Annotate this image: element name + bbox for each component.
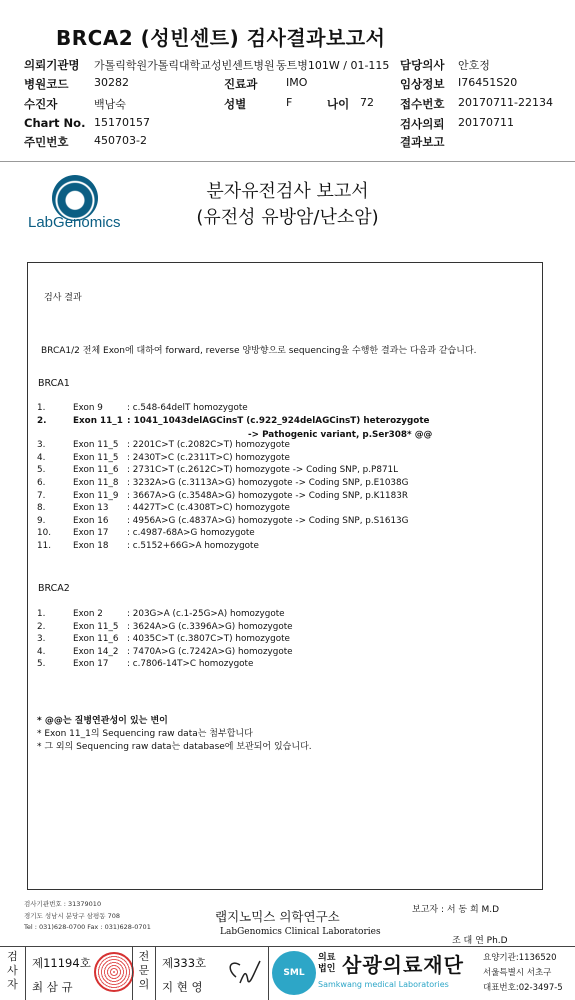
- variant-number: 2.: [37, 621, 46, 632]
- variant-number: 1.: [37, 609, 46, 619]
- variant-exon: Exon 18: [73, 541, 109, 551]
- variant-exon: Exon 11_5: [73, 440, 119, 451]
- lab-phone: Tel : 031)628-0700 Fax : 031)628-0701: [24, 923, 151, 931]
- sml-address: 서울특별시 서초구: [483, 968, 552, 978]
- official-seal-icon: [94, 952, 134, 992]
- variant-exon: Exon 11_6: [73, 634, 119, 645]
- sml-phone: 대표번호:02-3497-5: [483, 983, 563, 993]
- lab-name-kr: 랩지노믹스 의학연구소: [215, 909, 340, 924]
- scanned-report: [0, 165, 575, 945]
- tester-name: 최 삼 규: [32, 980, 73, 994]
- specialist-license: 제333호: [162, 956, 207, 970]
- variant-result: : 2201C>T (c.2082C>T) homozygote: [127, 440, 290, 451]
- variant-exon: Exon 11_5: [73, 621, 119, 632]
- result-frame: [27, 262, 543, 890]
- bar-divider: [268, 947, 269, 1000]
- sml-name-en: Samkwang medical Laboratories: [318, 980, 449, 989]
- variant-result: : c.4987-68A>G homozygote: [127, 528, 255, 539]
- gene-brca1-label: BRCA1: [38, 378, 70, 389]
- lab-address: 경기도 성남시 분당구 삼평동 708: [24, 912, 121, 920]
- variant-number: 2.: [37, 415, 47, 426]
- signature-icon: [222, 955, 266, 991]
- sml-corp-tag: 의료 법인: [318, 953, 336, 974]
- sml-logo-icon: SML: [272, 951, 316, 995]
- variant-number: 9.: [37, 515, 46, 526]
- variant-result: : 7470A>G (c.7242A>G) homozygote: [127, 646, 293, 657]
- variant-number: 7.: [37, 490, 46, 501]
- variant-number: 3.: [37, 634, 46, 645]
- variant-number: 1.: [37, 403, 46, 413]
- specialist-name: 지 현 영: [162, 980, 203, 994]
- report-header: BRCA2 (성빈센트) 검사결과보고서 의뢰기관명 가톨릭학원가톨릭대학교성빈센트병원 동트병101W / 01-115 병원코드 30282 진료과 IMO 수진자 백남숙 성별 F 나이 72 Chart No. 15170157 주민번호 450703-2 담당의사 안호정 임상정보 I76451S20 접수번호 20170711-22134 검사의뢰 20170711 결과보고: [0, 0, 575, 162]
- reporter: 보고자 : 서 동 희 M.D: [412, 905, 500, 915]
- variant-result: : 2430T>C (c.2311T>C) homozygote: [127, 452, 290, 463]
- variant-result: : 3667A>G (c.3548A>G) homozygote -> Coding SNP, p.K1183R: [127, 490, 408, 501]
- note-2: * Exon 11_1의 Sequencing raw data는 첨부합니다: [37, 729, 253, 739]
- reporter-2: 조 대 연 Ph.D: [452, 936, 508, 946]
- intro-text: BRCA1/2 전체 Exon에 대하여 forward, reverse 양방향으로 sequencing을 수행한 결과는 다음과 같습니다.: [41, 346, 477, 356]
- variant-exon: Exon 14_2: [73, 646, 119, 657]
- variant-exon: Exon 2: [73, 609, 103, 619]
- note-1: * @@는 질병연관성이 있는 변이: [37, 716, 168, 726]
- variant-exon: Exon 11_1: [73, 415, 123, 426]
- sml-code: 요양기관:1136520: [483, 953, 557, 963]
- variant-result: : c.5152+66G>A homozygote: [127, 541, 259, 551]
- variant-number: 8.: [37, 503, 46, 514]
- variant-result: : 4035C>T (c.3807C>T) homozygote: [127, 634, 290, 645]
- variant-exon: Exon 16: [73, 515, 109, 526]
- note-3: * 그 외의 Sequencing raw data는 database에 보관되어 있습니다.: [37, 742, 312, 752]
- variant-exon: Exon 17: [73, 659, 109, 670]
- section-title: 검사 결과: [44, 293, 82, 303]
- variant-number: 10.: [37, 528, 51, 539]
- report-title: BRCA2 (성빈센트) 검사결과보고서: [56, 26, 386, 50]
- variant-number: 5.: [37, 465, 46, 476]
- report-heading-line1: 분자유전검사 보고서: [206, 181, 369, 202]
- specialist-label: 전문의: [132, 947, 156, 1000]
- header-divider: [0, 161, 575, 162]
- variant-result: : 203G>A (c.1-25G>A) homozygote: [127, 609, 285, 619]
- variant-exon: Exon 9: [73, 403, 103, 413]
- variant-result: : 4956A>G (c.4837A>G) homozygote -> Coding SNP, p.S1613G: [127, 515, 409, 526]
- variant-result: : 2731C>T (c.2612C>T) homozygote -> Coding SNP, p.P871L: [127, 465, 399, 476]
- variant-result: : c.7806-14T>C homozygote: [127, 659, 254, 670]
- variant-number: 11.: [37, 541, 51, 551]
- variant-result: : 3624A>G (c.3396A>G) homozygote: [127, 621, 293, 632]
- variant-exon: Exon 11_5: [73, 452, 119, 463]
- variant-result: : 1041_1043delAGCinsT (c.922_924delAGCinsT) heterozygote: [127, 415, 430, 426]
- pathogenic-note: -> Pathogenic variant, p.Ser308* @@: [248, 430, 433, 440]
- variant-exon: Exon 11_9: [73, 490, 119, 501]
- gene-brca2-label: BRCA2: [38, 583, 70, 594]
- variant-number: 4.: [37, 646, 46, 657]
- lab-name-en: LabGenomics Clinical Laboratories: [220, 927, 381, 937]
- report-heading-line2: (유전성 유방암/난소암): [196, 207, 379, 228]
- license-no: 검사기관번호 : 31379010: [24, 900, 102, 908]
- variant-number: 4.: [37, 452, 46, 463]
- ward: 동트병101W / 01-115: [276, 59, 390, 72]
- variant-exon: Exon 11_6: [73, 465, 119, 476]
- variant-number: 5.: [37, 659, 46, 670]
- variant-exon: Exon 17: [73, 528, 109, 539]
- variant-exon: Exon 13: [73, 503, 109, 514]
- labgenomics-logo-text: LabGenomics: [28, 214, 121, 231]
- tester-license: 제11194호: [32, 956, 91, 970]
- variant-result: : 3232A>G (c.3113A>G) homozygote -> Coding SNP, p.E1038G: [127, 478, 409, 488]
- variant-result: : 4427T>C (c.4308T>C) homozygote: [127, 503, 290, 514]
- variant-number: 6.: [37, 478, 46, 488]
- signature-bar: [0, 946, 575, 1000]
- sml-name: 삼광의료재단: [342, 953, 464, 977]
- variant-exon: Exon 11_8: [73, 478, 119, 488]
- variant-number: 3.: [37, 440, 46, 451]
- tester-label: 검사자: [0, 947, 26, 1000]
- variant-result: : c.548-64delT homozygote: [127, 403, 248, 413]
